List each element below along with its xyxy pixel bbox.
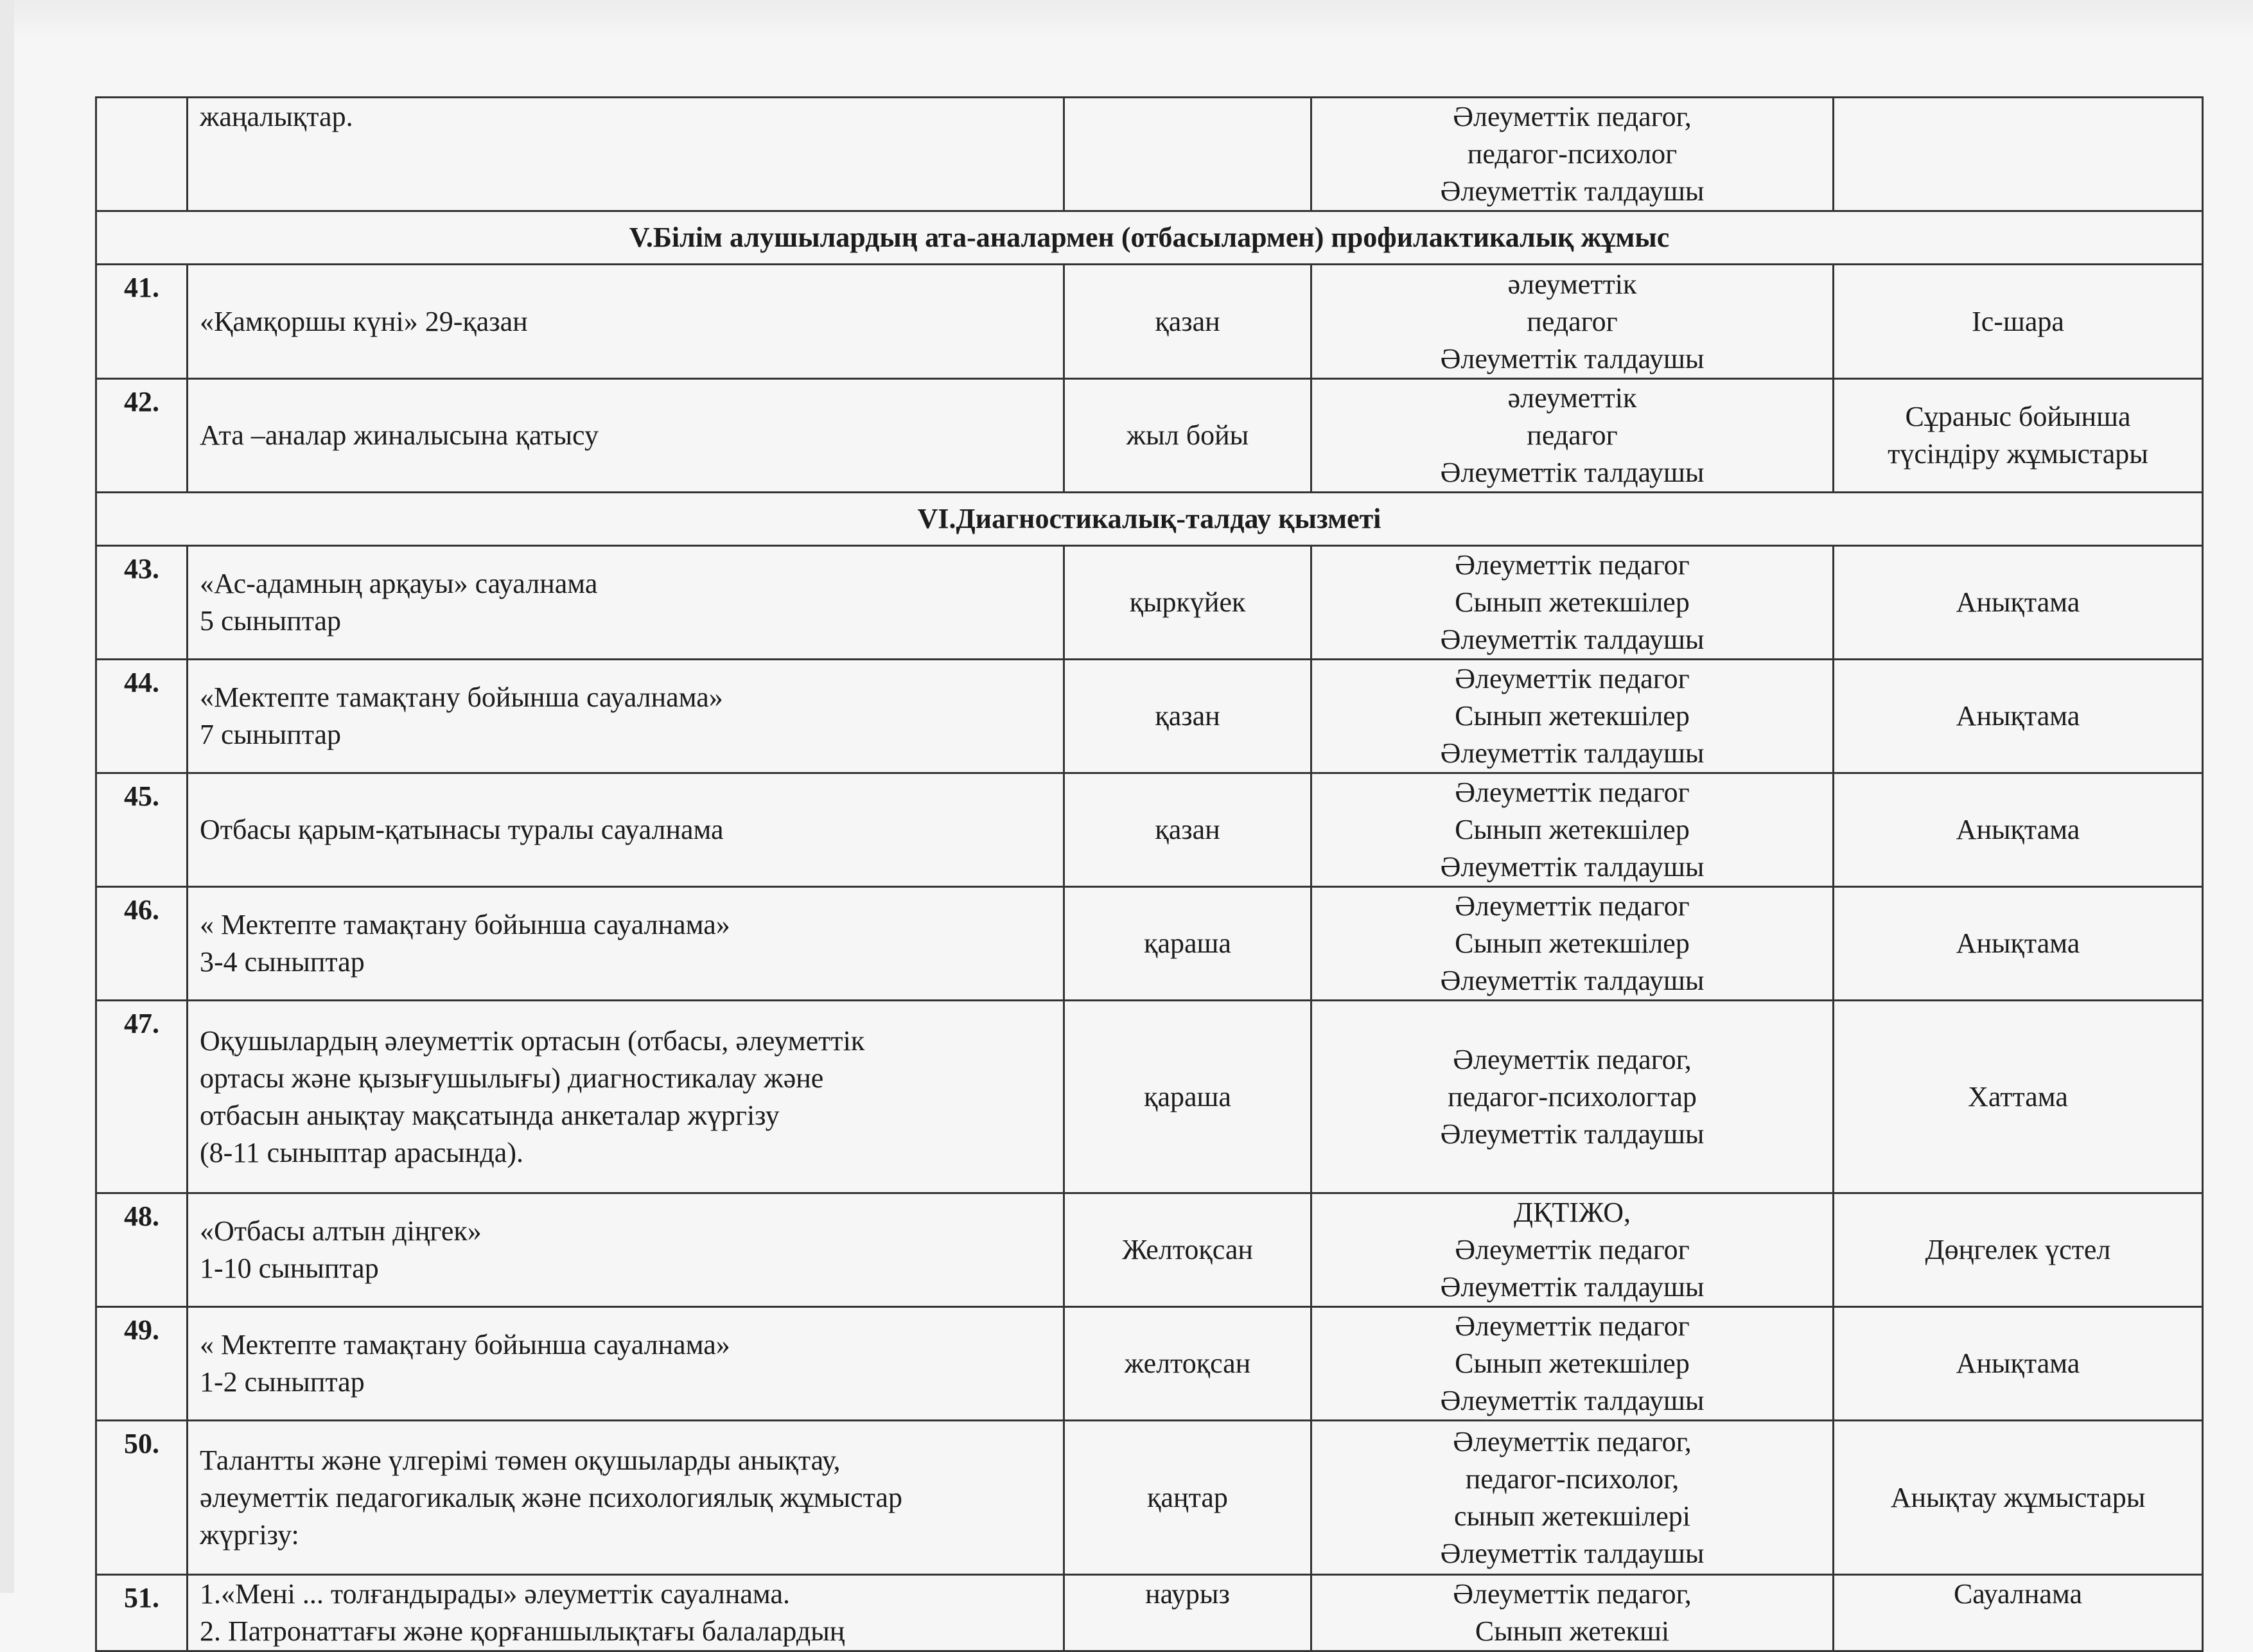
responsible-line: Сынып жетекшілер	[1455, 586, 1690, 618]
responsible-line: педагог-психолог	[1467, 138, 1678, 170]
completion-form-cell	[1834, 1001, 2203, 1193]
plan-table	[95, 96, 2204, 1652]
responsible-cell	[1311, 1575, 1834, 1651]
completion-form-line: Сауалнама	[1953, 1578, 2083, 1610]
activity-line: «Отбасы алтын діңгек»	[200, 1215, 482, 1247]
term-line: қараша	[1144, 1080, 1231, 1112]
activity-cell	[188, 1575, 1064, 1651]
responsible-line: Әлеуметтік талдаушы	[1440, 737, 1705, 769]
responsible-cell	[1311, 379, 1834, 493]
table-row-continued	[96, 98, 2203, 211]
completion-form-line: Хаттама	[1968, 1080, 2068, 1112]
term-cell	[1064, 379, 1311, 493]
responsible-cell	[1311, 1193, 1834, 1307]
row-number: 48.	[96, 1193, 188, 1307]
completion-form-cell	[1834, 546, 2203, 660]
completion-form-line: Анықтама	[1956, 927, 2080, 959]
activity-line: (8-11 сыныптар арасында).	[200, 1136, 523, 1168]
activity-cell	[188, 546, 1064, 660]
activity-cell	[188, 98, 1064, 211]
activity-cell	[188, 773, 1064, 887]
completion-form-cell	[1834, 773, 2203, 887]
completion-form-line: Анықтау жұмыстары	[1890, 1481, 2146, 1513]
responsible-line: Әлеуметтік талдаушы	[1440, 457, 1705, 488]
completion-form-cell	[1834, 379, 2203, 493]
table-row	[96, 1193, 2203, 1307]
activity-line: Отбасы қарым-қатынасы туралы сауалнама	[200, 814, 724, 845]
responsible-cell	[1311, 1307, 1834, 1421]
completion-form-line: Іс-шара	[1972, 305, 2064, 337]
table-row	[96, 660, 2203, 773]
completion-form-line: Анықтама	[1956, 1348, 2080, 1379]
activity-line: « Мектепте тамақтану бойынша сауалнама»	[200, 909, 730, 940]
row-number: 43.	[96, 546, 188, 660]
responsible-line: Әлеуметтік педагог	[1455, 777, 1690, 808]
section-title: VI.Диагностикалық-талдау қызметі	[96, 493, 2203, 546]
responsible-line: Әлеуметтік талдаушы	[1440, 851, 1705, 883]
responsible-line: Сынып жетекшілер	[1455, 700, 1690, 732]
activity-line: 2. Патронаттағы және қорғаншылықтағы балалардың	[200, 1615, 845, 1647]
row-number: 47.	[96, 1001, 188, 1193]
activity-line: Ата –аналар жиналысына қатысу	[200, 419, 599, 451]
completion-form-cell	[1834, 98, 2203, 211]
responsible-line: Әлеуметтік талдаушы	[1440, 1537, 1705, 1569]
term-cell	[1064, 546, 1311, 660]
activity-cell	[188, 887, 1064, 1001]
responsible-line: Сынып жетекшілер	[1455, 927, 1690, 959]
row-number: 42.	[96, 379, 188, 493]
activity-line: 7 сыныптар	[200, 719, 342, 750]
activity-line: 5 сыныптар	[200, 605, 342, 637]
table-row	[96, 1421, 2203, 1575]
activity-cell	[188, 1307, 1064, 1421]
responsible-line: Әлеуметтік талдаушы	[1440, 1118, 1705, 1150]
term-line: желтоқсан	[1124, 1348, 1251, 1379]
activity-line: «Қамқоршы күні» 29-қазан	[200, 305, 528, 337]
completion-form-line: түсіндіру жұмыстары	[1888, 438, 2148, 470]
completion-form-line: Дөңгелек үстел	[1925, 1234, 2111, 1265]
responsible-line: педагог-психолог,	[1465, 1463, 1679, 1495]
responsible-line: Әлеуметтік талдаушы	[1440, 1271, 1705, 1303]
completion-form-cell	[1834, 1193, 2203, 1307]
activity-line: 1-2 сыныптар	[200, 1366, 365, 1398]
activity-line: жаңалықтар.	[200, 101, 353, 132]
responsible-line: Әлеуметтік педагог	[1455, 1310, 1690, 1342]
document-page	[95, 96, 2202, 1652]
responsible-cell	[1311, 98, 1834, 211]
completion-form-line: Анықтама	[1956, 814, 2080, 845]
responsible-line: Әлеуметтік педагог,	[1453, 1578, 1692, 1610]
term-cell	[1064, 1575, 1311, 1651]
table-row	[96, 546, 2203, 660]
responsible-line: Әлеуметтік педагог,	[1453, 101, 1692, 132]
responsible-cell	[1311, 773, 1834, 887]
term-cell	[1064, 1307, 1311, 1421]
responsible-cell	[1311, 887, 1834, 1001]
activity-line: « Мектепте тамақтану бойынша сауалнама»	[200, 1329, 730, 1360]
activity-line: 3-4 сыныптар	[200, 946, 365, 978]
scan-shadow-top	[0, 0, 2253, 39]
responsible-cell	[1311, 1421, 1834, 1575]
activity-line: жүргізу:	[200, 1518, 299, 1551]
responsible-line: Әлеуметтік педагог	[1455, 549, 1690, 581]
activity-line: 1.«Мені ... толғандырады» әлеуметтік сауалнама.	[200, 1578, 790, 1610]
table-row	[96, 1307, 2203, 1421]
responsible-line: педагог	[1527, 419, 1618, 451]
term-line: жыл бойы	[1126, 419, 1249, 451]
term-cell	[1064, 887, 1311, 1001]
term-cell	[1064, 773, 1311, 887]
responsible-line: Әлеуметтік талдаушы	[1440, 1385, 1705, 1416]
table-row	[96, 887, 2203, 1001]
responsible-line: педагог-психологтар	[1448, 1080, 1697, 1112]
term-line: қаңтар	[1147, 1481, 1228, 1513]
responsible-cell	[1311, 660, 1834, 773]
completion-form-cell	[1834, 1575, 2203, 1651]
responsible-line: әлеуметтік	[1507, 382, 1637, 414]
scan-shadow-left	[0, 0, 14, 1593]
term-cell	[1064, 98, 1311, 211]
activity-cell	[188, 265, 1064, 379]
activity-line: Талантты және үлгерімі төмен оқушыларды анықтау,	[200, 1444, 841, 1476]
responsible-line: педагог	[1527, 305, 1618, 337]
row-number: 45.	[96, 773, 188, 887]
responsible-line: сынып жетекшілері	[1453, 1500, 1691, 1532]
responsible-line: Әлеуметтік педагог	[1455, 663, 1690, 694]
row-number-cell	[96, 98, 188, 211]
activity-line: «Ас-адамның арқауы» сауалнама	[200, 568, 598, 599]
responsible-line: Сынып жетекшілер	[1455, 814, 1690, 845]
activity-line: Оқушылардың әлеуметтік ортасын (отбасы, әлеуметтік	[200, 1024, 865, 1057]
section-header-row	[96, 493, 2203, 546]
activity-cell	[188, 1001, 1064, 1193]
activity-line: отбасын анықтау мақсатында анкеталар жүргізу	[200, 1099, 780, 1131]
responsible-cell	[1311, 1001, 1834, 1193]
row-number: 49.	[96, 1307, 188, 1421]
table-row	[96, 1001, 2203, 1193]
responsible-line: әлеуметтік	[1507, 268, 1637, 300]
table-row	[96, 1575, 2203, 1651]
responsible-line: Әлеуметтік педагог,	[1453, 1425, 1692, 1457]
term-cell	[1064, 1421, 1311, 1575]
activity-line: ортасы және қызығушылығы) диагностикалау және	[200, 1062, 824, 1094]
table-row	[96, 379, 2203, 493]
activity-cell	[188, 660, 1064, 773]
term-cell	[1064, 1001, 1311, 1193]
table-row	[96, 265, 2203, 379]
responsible-line: Сынып жетекші	[1475, 1615, 1670, 1647]
row-number: 44.	[96, 660, 188, 773]
term-line: Желтоқсан	[1122, 1234, 1253, 1265]
responsible-line: Әлеуметтік педагог	[1455, 890, 1690, 922]
completion-form-cell	[1834, 660, 2203, 773]
responsible-line: Әлеуметтік педагог,	[1453, 1043, 1692, 1075]
completion-form-cell	[1834, 1307, 2203, 1421]
responsible-line: ДҚТІЖО,	[1514, 1197, 1631, 1228]
table-row	[96, 773, 2203, 887]
activity-cell	[188, 1421, 1064, 1575]
completion-form-cell	[1834, 1421, 2203, 1575]
term-line: қараша	[1144, 927, 1231, 959]
row-number: 41.	[96, 265, 188, 379]
section-header-row	[96, 211, 2203, 265]
completion-form-cell	[1834, 887, 2203, 1001]
term-cell	[1064, 1193, 1311, 1307]
term-cell	[1064, 265, 1311, 379]
term-line: қазан	[1155, 814, 1220, 845]
term-line: наурыз	[1145, 1578, 1230, 1610]
row-number: 46.	[96, 887, 188, 1001]
row-number: 50.	[96, 1421, 188, 1575]
responsible-line: Әлеуметтік талдаушы	[1440, 624, 1705, 655]
responsible-cell	[1311, 265, 1834, 379]
term-line: қазан	[1155, 305, 1220, 337]
term-line: қыркүйек	[1129, 586, 1246, 618]
responsible-line: Әлеуметтік талдаушы	[1440, 342, 1705, 374]
activity-cell	[188, 379, 1064, 493]
activity-line: әлеуметтік педагогикалық және психологиялық жұмыстар	[200, 1481, 902, 1513]
responsible-cell	[1311, 546, 1834, 660]
responsible-line: Сынып жетекшілер	[1455, 1348, 1690, 1379]
completion-form-cell	[1834, 265, 2203, 379]
responsible-line: Әлеуметтік талдаушы	[1440, 175, 1705, 207]
activity-line: «Мектепте тамақтану бойынша сауалнама»	[200, 681, 723, 713]
activity-line: 1-10 сыныптар	[200, 1252, 379, 1284]
responsible-line: Әлеуметтік талдаушы	[1440, 965, 1705, 996]
completion-form-line: Анықтама	[1956, 586, 2080, 618]
completion-form-line: Сұраныс бойынша	[1905, 401, 2131, 432]
activity-cell	[188, 1193, 1064, 1307]
term-line: қазан	[1155, 700, 1220, 732]
row-number: 51.	[96, 1575, 188, 1651]
responsible-line: Әлеуметтік педагог	[1455, 1234, 1690, 1265]
term-cell	[1064, 660, 1311, 773]
completion-form-line: Анықтама	[1956, 700, 2080, 732]
section-title: V.Білім алушылардың ата-аналармен (отбасылармен) профилактикалық жұмыс	[96, 211, 2203, 265]
